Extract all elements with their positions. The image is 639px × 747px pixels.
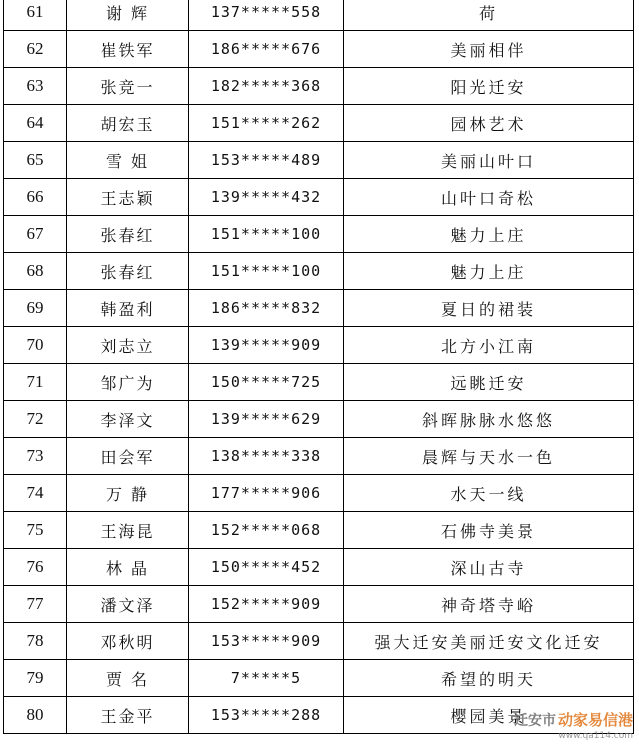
cell-title: 阳光迁安 bbox=[344, 68, 634, 105]
table-row bbox=[4, 475, 634, 512]
cell-num: 67 bbox=[4, 216, 67, 253]
cell-name: 崔铁军 bbox=[67, 31, 189, 68]
table-row bbox=[4, 216, 634, 253]
table-row bbox=[4, 586, 634, 623]
cell-num: 63 bbox=[4, 68, 67, 105]
cell-phone: 186*****832 bbox=[189, 290, 344, 327]
cell-name: 张春红 bbox=[67, 253, 189, 290]
cell-num: 73 bbox=[4, 438, 67, 475]
table-row bbox=[4, 660, 634, 697]
cell-title: 石佛寺美景 bbox=[344, 512, 634, 549]
cell-phone: 150*****452 bbox=[189, 549, 344, 586]
cell-name: 王志颖 bbox=[67, 179, 189, 216]
table-row bbox=[4, 438, 634, 475]
cell-name: 邓秋明 bbox=[67, 623, 189, 660]
cell-title: 深山古寺 bbox=[344, 549, 634, 586]
cell-name: 胡宏玉 bbox=[67, 105, 189, 142]
cell-name: 邹广为 bbox=[67, 364, 189, 401]
table-row bbox=[4, 623, 634, 660]
cell-phone: 138*****338 bbox=[189, 438, 344, 475]
cell-num: 78 bbox=[4, 623, 67, 660]
cell-title: 美丽相伴 bbox=[344, 31, 634, 68]
cell-phone: 139*****909 bbox=[189, 327, 344, 364]
cell-num: 80 bbox=[4, 697, 67, 734]
table-row bbox=[4, 105, 634, 142]
cell-name: 韩盈利 bbox=[67, 290, 189, 327]
cell-title: 魅力上庄 bbox=[344, 253, 634, 290]
cell-phone: 137*****558 bbox=[189, 0, 344, 31]
cell-title: 斜晖脉脉水悠悠 bbox=[344, 401, 634, 438]
cell-num: 61 bbox=[4, 0, 67, 31]
cell-name: 张竞一 bbox=[67, 68, 189, 105]
cell-title: 远眺迁安 bbox=[344, 364, 634, 401]
cell-title: 美丽山叶口 bbox=[344, 142, 634, 179]
cell-phone: 177*****906 bbox=[189, 475, 344, 512]
cell-phone: 7*****5 bbox=[189, 660, 344, 697]
cell-num: 77 bbox=[4, 586, 67, 623]
watermark-logo bbox=[514, 709, 633, 741]
cell-name: 张春红 bbox=[67, 216, 189, 253]
table-row bbox=[4, 549, 634, 586]
cell-name: 林 晶 bbox=[67, 549, 189, 586]
cell-phone: 152*****068 bbox=[189, 512, 344, 549]
table-row bbox=[4, 401, 634, 438]
cell-phone: 153*****909 bbox=[189, 623, 344, 660]
table-row bbox=[4, 179, 634, 216]
cell-name: 李泽文 bbox=[67, 401, 189, 438]
cell-name: 贾 名 bbox=[67, 660, 189, 697]
cell-num: 74 bbox=[4, 475, 67, 512]
table-row bbox=[4, 0, 634, 31]
cell-phone: 153*****489 bbox=[189, 142, 344, 179]
cell-phone: 151*****100 bbox=[189, 253, 344, 290]
cell-phone: 139*****629 bbox=[189, 401, 344, 438]
cell-num: 62 bbox=[4, 31, 67, 68]
table-row bbox=[4, 364, 634, 401]
cell-num: 65 bbox=[4, 142, 67, 179]
cell-name: 谢 辉 bbox=[67, 0, 189, 31]
cell-phone: 139*****432 bbox=[189, 179, 344, 216]
table-row bbox=[4, 68, 634, 105]
cell-name: 雪 姐 bbox=[67, 142, 189, 179]
cell-name: 潘文泽 bbox=[67, 586, 189, 623]
table-row bbox=[4, 31, 634, 68]
cell-title: 北方小江南 bbox=[344, 327, 634, 364]
watermark-brand: 动家易信港 bbox=[557, 711, 633, 729]
cell-title: 魅力上庄 bbox=[344, 216, 634, 253]
cell-num: 69 bbox=[4, 290, 67, 327]
cell-name: 万 静 bbox=[67, 475, 189, 512]
cell-phone: 186*****676 bbox=[189, 31, 344, 68]
cell-num: 79 bbox=[4, 660, 67, 697]
cell-name: 王金平 bbox=[67, 697, 189, 734]
cell-num: 72 bbox=[4, 401, 67, 438]
cell-name: 王海昆 bbox=[67, 512, 189, 549]
cell-title: 强大迁安美丽迁安文化迁安 bbox=[344, 623, 634, 660]
cell-phone: 152*****909 bbox=[189, 586, 344, 623]
cell-name: 田会军 bbox=[67, 438, 189, 475]
table-body bbox=[4, 0, 634, 734]
cell-title: 园林艺术 bbox=[344, 105, 634, 142]
cell-phone: 151*****100 bbox=[189, 216, 344, 253]
cell-title: 晨辉与天水一色 bbox=[344, 438, 634, 475]
cell-phone: 153*****288 bbox=[189, 697, 344, 734]
cell-title: 夏日的裙装 bbox=[344, 290, 634, 327]
table-row bbox=[4, 512, 634, 549]
cell-phone: 182*****368 bbox=[189, 68, 344, 105]
table-row bbox=[4, 290, 634, 327]
cell-num: 66 bbox=[4, 179, 67, 216]
table-row bbox=[4, 142, 634, 179]
watermark-url: www.qa114.com bbox=[558, 731, 633, 741]
cell-title: 水天一线 bbox=[344, 475, 634, 512]
cell-phone: 151*****262 bbox=[189, 105, 344, 142]
cell-phone: 150*****725 bbox=[189, 364, 344, 401]
cell-title: 希望的明天 bbox=[344, 660, 634, 697]
cell-num: 71 bbox=[4, 364, 67, 401]
table-row bbox=[4, 327, 634, 364]
table-row bbox=[4, 253, 634, 290]
cell-num: 75 bbox=[4, 512, 67, 549]
cell-num: 70 bbox=[4, 327, 67, 364]
cell-title: 山叶口奇松 bbox=[344, 179, 634, 216]
cell-num: 76 bbox=[4, 549, 67, 586]
watermark-city: 迁安市 bbox=[513, 712, 556, 729]
cell-num: 64 bbox=[4, 105, 67, 142]
cell-num: 68 bbox=[4, 253, 67, 290]
cell-title: 荷 bbox=[344, 0, 634, 31]
cell-title: 神奇塔寺峪 bbox=[344, 586, 634, 623]
cell-title: 樱园美景 bbox=[344, 697, 634, 734]
cell-name: 刘志立 bbox=[67, 327, 189, 364]
entries-table bbox=[3, 0, 634, 734]
